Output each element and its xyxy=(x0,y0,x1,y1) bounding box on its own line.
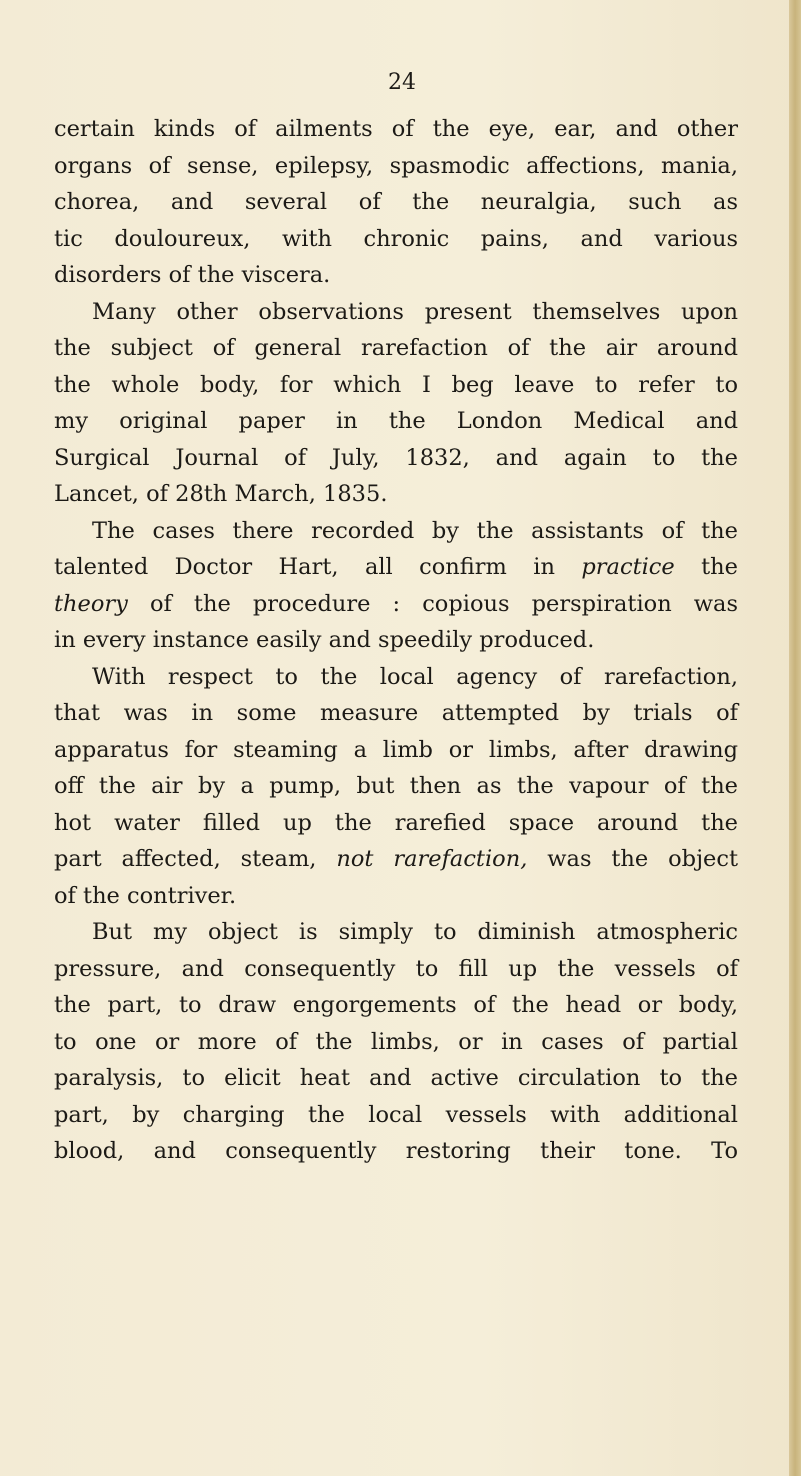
text-line: paralysis, to elicit heat and active circulation to the xyxy=(54,1065,738,1091)
body-text xyxy=(54,111,738,1170)
text-line: The cases there recorded by the assistants of the xyxy=(92,517,738,544)
text-line xyxy=(54,586,738,623)
page-number: 24 xyxy=(388,70,416,95)
text-line: off the air by a pump, but then as the vapour of the xyxy=(54,773,738,799)
italic-text: practice xyxy=(581,554,675,580)
text-line: tic douloureux, with chronic pains, and various xyxy=(54,225,738,252)
text-line: Lancet, of 28th March, 1835. xyxy=(54,481,388,507)
text-line xyxy=(54,841,738,878)
text-line: my original paper in the London Medical and xyxy=(54,408,738,434)
text-line: apparatus for steaming a limb or limbs, after drawing xyxy=(54,736,738,763)
text-line: With respect to the local agency of rarefaction, xyxy=(92,663,738,690)
text-line: the subject of general rarefaction of the air around xyxy=(54,335,738,361)
page-edge xyxy=(789,0,801,1476)
text-line: Many other observations present themselves upon xyxy=(92,298,738,325)
text-segment: of the procedure : copious perspiration was xyxy=(149,590,738,617)
text-line: Surgical Journal of July, 1832, and again to the xyxy=(54,444,738,471)
text-line: in every instance easily and speedily produced. xyxy=(54,627,595,653)
text-line: to one or more of the limbs, or in cases of partial xyxy=(54,1028,738,1055)
text-line: part, by charging the local vessels with additional xyxy=(54,1101,738,1128)
text-segment: talented Doctor Hart, all confirm in xyxy=(54,554,555,580)
text-line: that was in some measure attempted by trials of xyxy=(54,700,738,726)
text-line: pressure, and consequently to fill up the vessels of xyxy=(54,955,738,982)
text-line: blood, and consequently restoring their tone. To xyxy=(54,1138,738,1164)
italic-text: not rarefaction, xyxy=(336,846,528,872)
text-segment: the xyxy=(701,554,738,580)
text-line: But my object is simply to diminish atmospheric xyxy=(92,919,738,945)
text-line: hot water filled up the rarefied space around the xyxy=(54,809,738,836)
text-line: chorea, and several of the neuralgia, such as xyxy=(54,189,738,215)
text-line xyxy=(54,549,738,586)
text-segment: part affected, steam, xyxy=(54,846,317,872)
text-line: the part, to draw engorgements of the head or body, xyxy=(54,992,738,1018)
text-line: of the contriver. xyxy=(54,882,237,909)
text-line: organs of sense, epilepsy, spasmodic affections, mania, xyxy=(54,152,738,179)
text-line: the whole body, for which I beg leave to refer to xyxy=(54,371,738,398)
text-line: certain kinds of ailments of the eye, ear, and other xyxy=(54,116,738,142)
text-segment: was the object xyxy=(547,846,739,872)
text-line: disorders of the viscera. xyxy=(54,262,331,288)
italic-text: theory xyxy=(54,590,128,617)
